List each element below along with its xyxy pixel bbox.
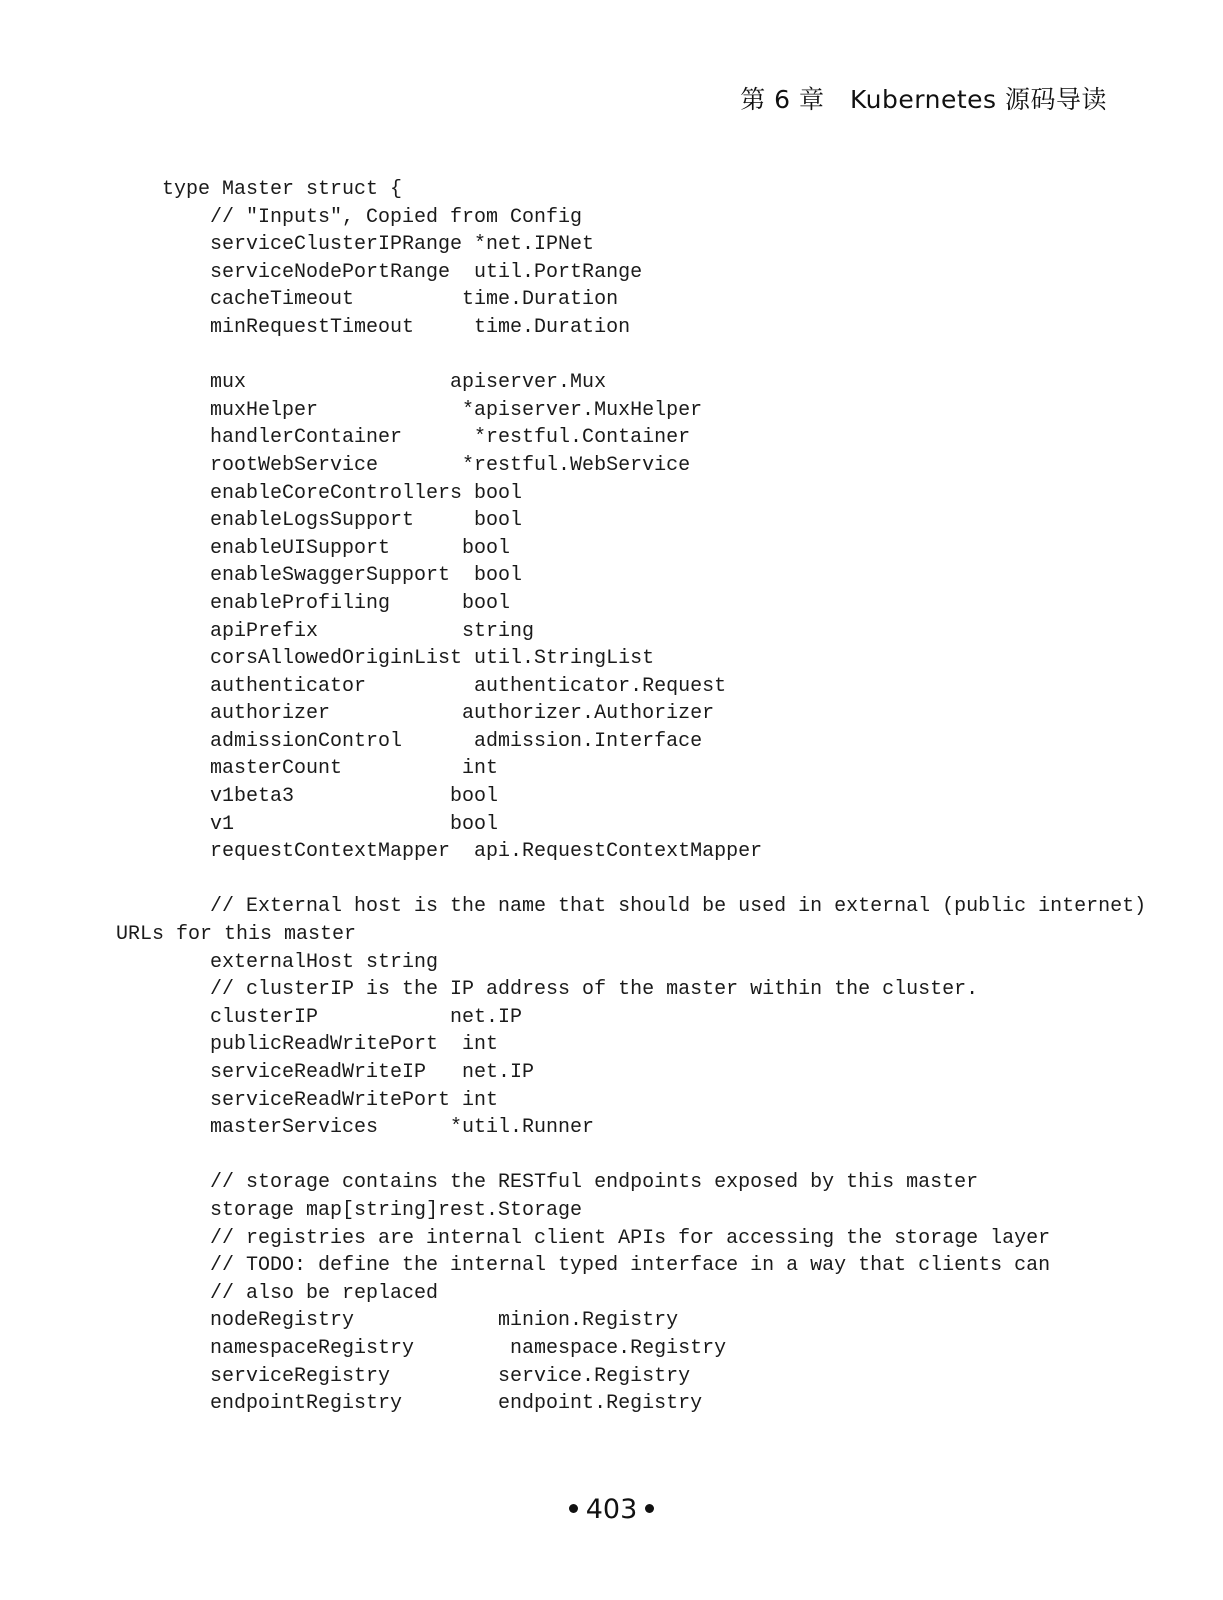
code-line-comment-inputs: // "Inputs", Copied from Config [210,205,583,229]
code-line-field: authenticator authenticator.Request [210,674,727,698]
code-line-field: muxHelper *apiserver.MuxHelper [210,398,703,422]
code-line-blank [0,866,1223,894]
code-line-comment-external-host: // External host is the name that should be used in external (public internet) [210,895,1147,919]
code-line-field: v1 bool [210,812,499,836]
code-line-field: v1beta3 bool [210,785,499,809]
code-line-blank [0,1142,1223,1170]
code-line-comment-wrap: URLs for this master [116,923,357,947]
code-line-field: rootWebService *restful.WebService [210,453,691,477]
running-header: 第 6 章 Kubernetes 源码导读 [740,85,1107,114]
code-line-comment-replaced: // also be replaced [210,1281,439,1305]
code-line-field: serviceReadWritePort int [210,1088,499,1112]
code-line-field: externalHost string [210,950,439,974]
code-line-comment-cluster-ip: // clusterIP is the IP address of the master within the cluster. [210,978,979,1002]
code-line-field: masterServices *util.Runner [210,1116,595,1140]
code-line-field: endpointRegistry endpoint.Registry [210,1392,703,1416]
code-line-field: clusterIP net.IP [210,1005,523,1029]
bullet-dot-left [569,1504,578,1513]
code-line-field: admissionControl admission.Interface [210,729,703,753]
code-line-field: serviceClusterIPRange *net.IPNet [210,233,595,257]
code-line-field: enableProfiling bool [210,591,511,615]
page-number-footer [0,1494,1223,1525]
code-line-field: cacheTimeout time.Duration [210,288,619,312]
code-line-comment-registries: // registries are internal client APIs for accessing the storage layer [210,1226,1051,1250]
code-line-field: serviceReadWriteIP net.IP [210,1061,535,1084]
code-line-field: authorizer authorizer.Authorizer [210,702,715,726]
code-line-field: mux apiserver.Mux [210,371,607,395]
code-line-field: masterCount int [210,757,499,781]
code-line-field: publicReadWritePort int [210,1033,499,1057]
code-line-field: namespaceRegistry namespace.Registry [210,1336,727,1360]
code-line-field: corsAllowedOriginList util.StringList [210,647,655,671]
code-listing [0,176,1223,1418]
code-line-field: enableCoreControllers bool [210,481,523,505]
code-line-field: enableUISupport bool [210,536,511,560]
bullet-dot-right [645,1504,654,1513]
code-line-field: storage map[string]rest.Storage [210,1198,583,1222]
code-line-field: minRequestTimeout time.Duration [210,315,631,339]
page-number: 403 [585,1494,638,1525]
code-line-field: enableSwaggerSupport bool [210,564,523,588]
code-line-field: serviceNodePortRange util.PortRange [210,260,643,284]
code-line-field: apiPrefix string [210,619,535,643]
code-line-field: enableLogsSupport bool [210,509,523,533]
code-line-comment-todo: // TODO: define the internal typed interface in a way that clients can [210,1254,1051,1278]
code-line-blank [0,342,1223,370]
code-line-field: serviceRegistry service.Registry [210,1364,691,1388]
code-line-struct-open: type Master struct { [162,178,403,201]
code-line-field: requestContextMapper api.RequestContextMapper [210,840,763,864]
code-line-field: nodeRegistry minion.Registry [210,1309,679,1333]
code-line-comment-storage: // storage contains the RESTful endpoints exposed by this master [210,1171,979,1195]
code-line-field: handlerContainer *restful.Container [210,426,691,450]
